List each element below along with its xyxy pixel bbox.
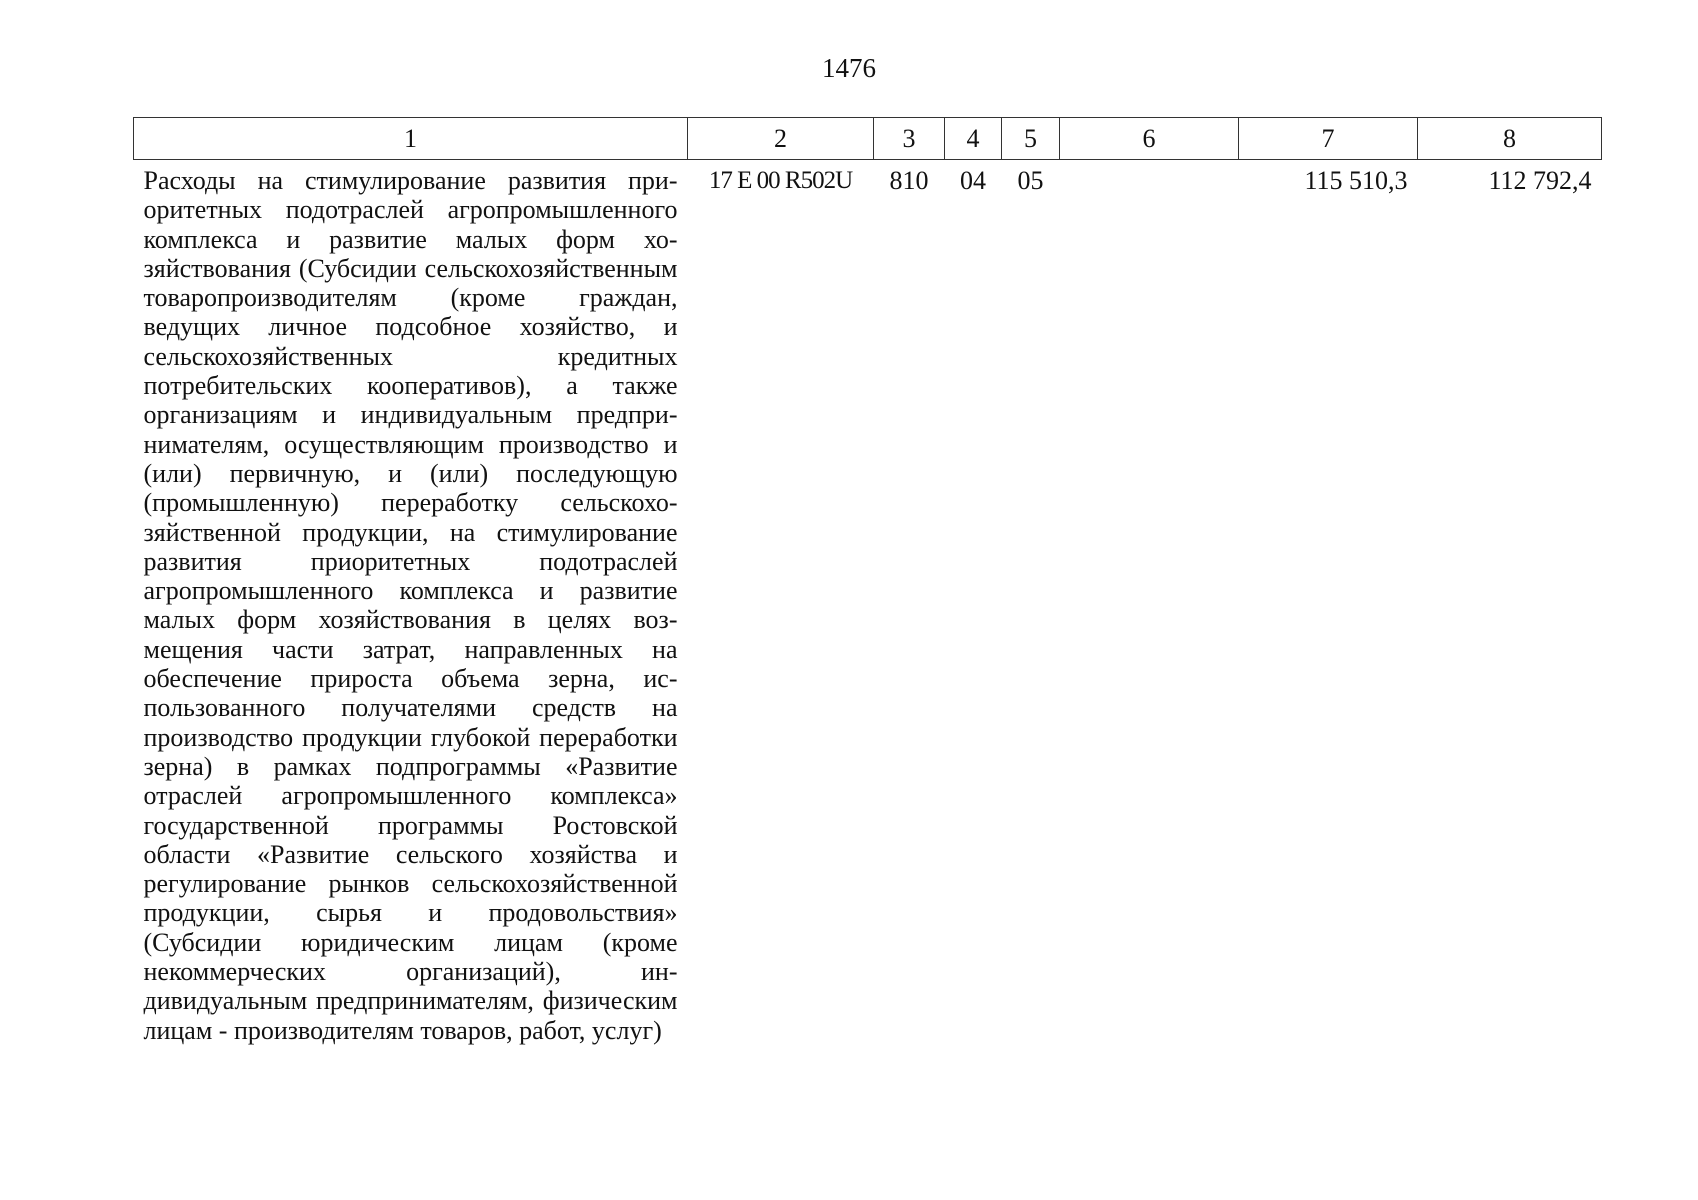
column-header-6: 6 — [1060, 118, 1239, 160]
column-header-5: 5 — [1002, 118, 1060, 160]
row-description: Расходы на стимулирование развития приоритетных подотраслей агропромышленного комплекса и развитие малых форм хозяйствования (Субсидии сельскохозяйственным товаропроизводителям (кроме граждан, ведущих личное подсобное хозяйство, и сельскохозяйственных кредитных потребительских кооперативов), а также организациям и индивидуальным предпринимателям, осуществляющим производство и (или) первичную, и (или) последующую (промышленную) переработку сельскохозяйственной продукции, на стимулирование развития приоритетных подотраслей агропромышленного комплекса и развитие малых форм хозяйствования в целях возмещения части затрат, направленных на обеспечение прироста объема зерна, использованного получателями средств на производство продукции глубокой переработки зерна) в рамках подпрограммы «Развитие отраслей агропромышленного комплекса» государственной программы Ростовской области «Развитие сельского хозяйства и регулирование рынков сельскохозяйственной продукции, сырья и продовольствия» (Субсидии юридическим лицам (кроме некоммерческих организаций), индивидуальным предпринимателям, физическим лицам - производителям товаров, работ, услуг) — [143, 166, 678, 1045]
row-section: 04 — [960, 166, 986, 195]
column-header-3: 3 — [874, 118, 945, 160]
row-col6 — [1060, 160, 1239, 1045]
table-header-row — [134, 118, 1602, 160]
row-target-code: 17 Е 00 R502U — [708, 167, 853, 194]
column-header-8: 8 — [1418, 118, 1602, 160]
row-subsection: 05 — [1017, 166, 1044, 195]
table-row — [134, 160, 1602, 1045]
page-number: 1476 — [822, 53, 876, 83]
column-header-7: 7 — [1239, 118, 1418, 160]
column-header-2: 2 — [688, 118, 874, 160]
budget-table — [133, 117, 1602, 1045]
row-amount-1: 115 510,3 — [1304, 166, 1408, 195]
row-amount-2: 112 792,4 — [1488, 166, 1592, 195]
column-header-1: 1 — [134, 118, 688, 160]
column-header-4: 4 — [945, 118, 1002, 160]
row-expense-type: 810 — [889, 166, 929, 195]
